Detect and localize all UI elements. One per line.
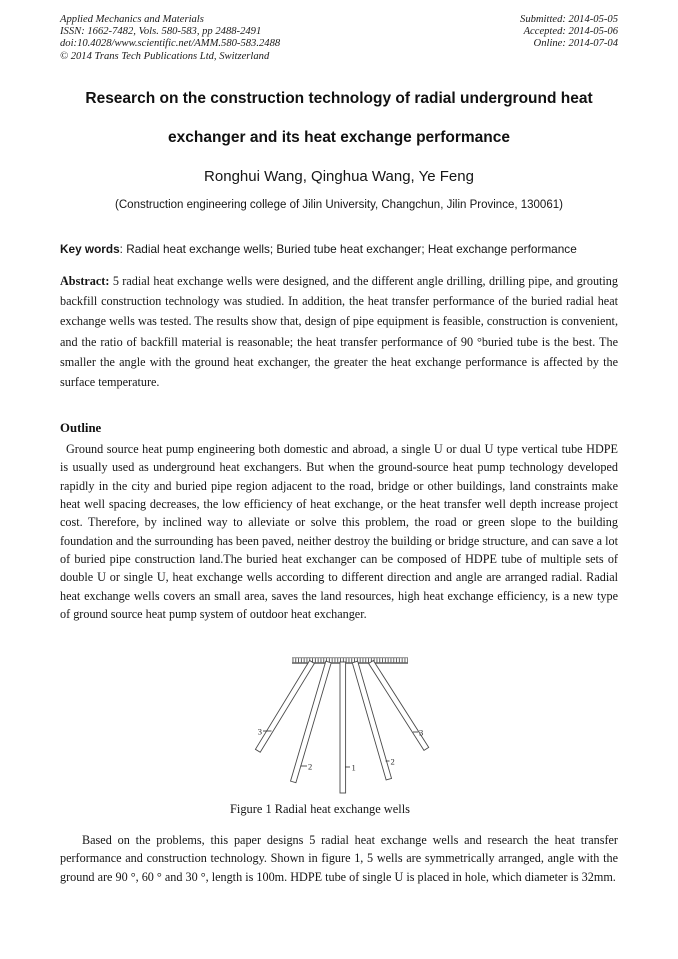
keywords-text: : Radial heat exchange wells; Buried tube heat exchanger; Heat exchange performance (119, 242, 577, 256)
figure-caption: Figure 1 Radial heat exchange wells (230, 802, 410, 816)
accepted-date: Accepted: 2014-05-06 (523, 26, 618, 38)
outline-paragraph: Ground source heat pump engineering both domestic and abroad, a single U or dual U type vertical tube HDPE is usually used as underground heat exchangers. But when the ground-source heat pump technology developed rapidly in the city and buried pipe region adjacent to the road, bridge or other buildings, land constraints make heat well spacing decreases, the low efficiency of heat exchange, or the heat transfer well depth increase project cost. Therefore, by inclined way to alleviate or solve this problem, the road or green slope to the building foundation and the surrounding has been paved, neither destroy the building or bridge structure, and can save a lot of buried pipe construction land.The buried heat exchanger can be composed of HDPE tube of multiple sets of double U or single U, heat exchange wells according to different direction and angle are arranged radial. Radial heat exchange wells covers an small area, saves the land resources, high heat exchange efficiency, is a new type of ground source heat pump system of outdoor heat exchanger. (60, 442, 618, 622)
radial-wells-diagram (230, 647, 460, 800)
journal-name: Applied Mechanics and Materials (60, 14, 204, 25)
abstract-text: 5 radial heat exchange wells were designed, and the different angle drilling, drilling pipe, and grouting backfill construction technology was studied. In addition, the heat transfer performance of the buried radial heat exchange wells was tested. The results show that, design of pipe equipment is feasible, construction is convenient, and the ratio of backfill material is reasonable; the heat transfer performance of 90 °buried tube is the best. The smaller the angle with the ground heat exchanger, the greater the heat exchange performance is affected by the surface temperature. (60, 274, 618, 390)
submitted-date: Submitted: 2014-05-05 (520, 14, 618, 25)
paper-title-line-1: Research on the construction technology of radial underground heat (85, 90, 593, 107)
journal-copyright-line: © 2014 Trans Tech Publications Ltd, Switzerland (60, 50, 270, 62)
abstract-paragraph (60, 271, 618, 392)
online-date: Online: 2014-07-04 (533, 38, 618, 50)
well-label-inner-left: 2 (308, 761, 313, 772)
keywords-line (60, 241, 620, 257)
keywords-label: Key words (60, 242, 120, 256)
well-label-inner-right: 2 (390, 756, 395, 767)
journal-issn-line: ISSN: 1662-7482, Vols. 580-583, pp 2488-2491 (60, 26, 262, 38)
well-label-center: 1 (351, 762, 356, 773)
authors-line: Ronghui Wang, Qinghua Wang, Ye Feng (204, 168, 474, 185)
journal-doi-line: doi:10.4028/www.scientific.net/AMM.580-583.2488 (60, 38, 281, 50)
well-label-outer-left: 3 (257, 726, 262, 737)
submission-dates (520, 14, 618, 63)
abstract-label: Abstract: (60, 274, 113, 288)
paper-title-line-2: exchanger and its heat exchange performance (168, 129, 510, 146)
affiliation-line: (Construction engineering college of Jilin University, Changchun, Jilin Province, 130061) (115, 199, 563, 211)
well-center-tube (340, 662, 346, 793)
closing-paragraph: Based on the problems, this paper designs 5 radial heat exchange wells and research the heat transfer performance and construction technology. Shown in figure 1, 5 wells are symmetrically arranged, angle with the ground are 90 °, 60 ° and 30 °, length is 100m. HDPE tube of single U is placed in hole, which diameter is 32mm. (60, 833, 618, 884)
journal-info (60, 14, 280, 63)
paper-title (0, 79, 678, 157)
journal-header (60, 14, 618, 63)
well-center (340, 662, 346, 793)
well-label-outer-right: 3 (419, 727, 424, 738)
outline-heading: Outline (60, 421, 102, 435)
